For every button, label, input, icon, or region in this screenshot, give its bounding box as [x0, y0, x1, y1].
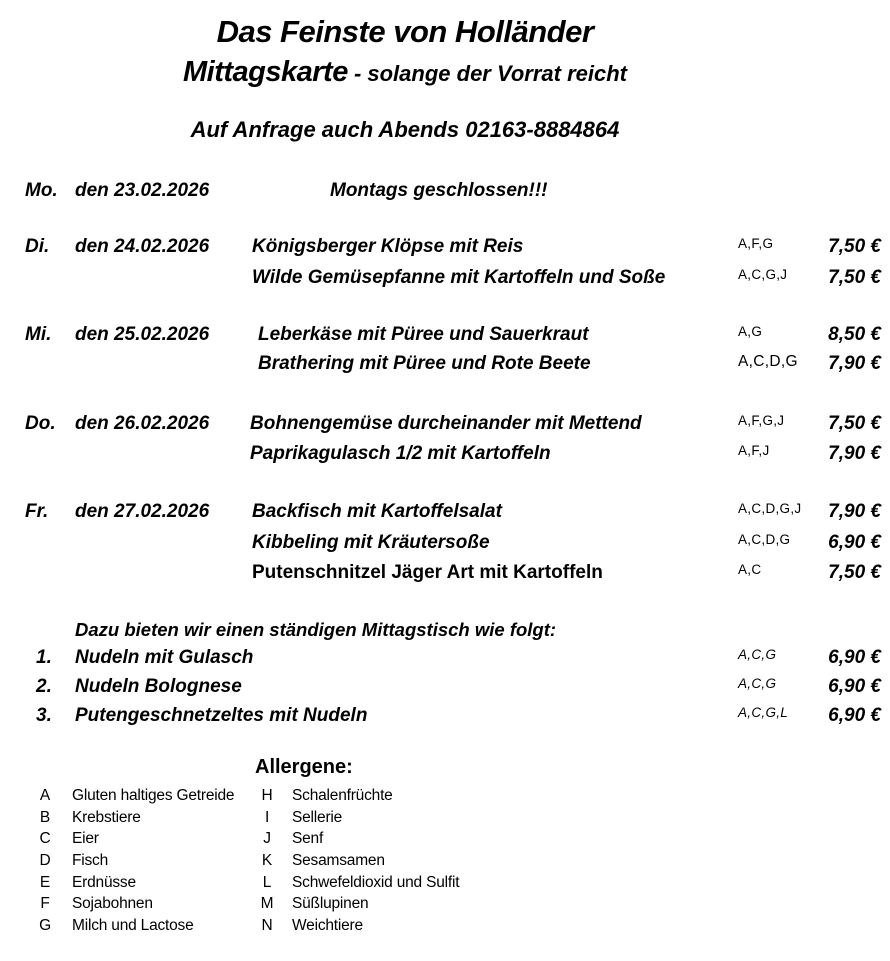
- allergen-name: Fisch: [72, 852, 109, 869]
- item-number: 1.: [36, 647, 52, 668]
- allergen-codes: A,C,G,L: [738, 705, 789, 720]
- allergen-name: Süßlupinen: [292, 895, 369, 912]
- price: 7,50 €: [828, 267, 881, 288]
- dish-name: Wilde Gemüsepfanne mit Kartoffeln und Soße: [252, 267, 666, 288]
- allergen-codes: A,F,J: [738, 443, 770, 458]
- price: 7,90 €: [828, 443, 881, 464]
- allergen-name: Schalenfrüchte: [292, 787, 393, 804]
- price: 7,90 €: [828, 353, 881, 374]
- allergen-name: Sesamsamen: [292, 852, 385, 869]
- dish-name: Putengeschnetzeltes mit Nudeln: [75, 705, 368, 726]
- dish-name: Brathering mit Püree und Rote Beete: [258, 353, 591, 374]
- allergen-name: Gluten haltiges Getreide: [72, 787, 235, 804]
- price: 6,90 €: [828, 532, 881, 553]
- allergen-name: Milch und Lactose: [72, 917, 194, 934]
- day-label: Mi.: [25, 324, 52, 345]
- allergen-name: Senf: [292, 830, 324, 847]
- price: 7,50 €: [828, 236, 881, 257]
- dish-name: Putenschnitzel Jäger Art mit Kartoffeln: [252, 562, 603, 583]
- menu-row-thursday-2: [0, 443, 890, 469]
- dish-name: Nudeln Bolognese: [75, 676, 242, 697]
- allergen-codes: A,F,G: [738, 236, 774, 251]
- allergen-name: Sellerie: [292, 809, 343, 826]
- day-label: Fr.: [25, 501, 49, 522]
- item-number: 3.: [36, 705, 52, 726]
- allergen-code: G: [39, 917, 51, 934]
- menu-row-tuesday-1: [0, 236, 890, 262]
- price: 6,90 €: [828, 705, 881, 726]
- allergen-code: E: [39, 874, 51, 891]
- day-label: Di.: [25, 236, 50, 257]
- allergen-code: I: [264, 809, 270, 826]
- allergen-codes: A,C,G: [738, 647, 777, 662]
- date-label: den 23.02.2026: [75, 180, 210, 201]
- allergen-name: Erdnüsse: [72, 874, 136, 891]
- allergen-code: N: [261, 917, 273, 934]
- price: 7,90 €: [828, 501, 881, 522]
- allergen-code: J: [263, 830, 271, 847]
- allergen-codes: A,G: [738, 324, 763, 339]
- allergen-code: H: [261, 787, 273, 804]
- standing-menu-intro: Dazu bieten wir einen ständigen Mittagstisch wie folgt:: [75, 619, 557, 640]
- allergen-legend-heading: Allergene:: [255, 756, 353, 778]
- allergen-codes: A,C: [738, 562, 762, 577]
- price: 7,50 €: [828, 562, 881, 583]
- menu-row-monday: [0, 180, 890, 206]
- day-label: Mo.: [25, 180, 58, 201]
- date-label: den 26.02.2026: [75, 413, 210, 434]
- menu-subtitle: [0, 56, 810, 89]
- standing-item-1: [0, 647, 890, 673]
- dish-name: Königsberger Klöpse mit Reis: [252, 236, 524, 257]
- date-label: den 25.02.2026: [75, 324, 210, 345]
- price: 8,50 €: [828, 324, 881, 345]
- menu-row-wednesday-2: [0, 353, 890, 379]
- allergen-code: M: [260, 895, 274, 912]
- menu-row-friday-1: [0, 501, 890, 527]
- allergen-name: Schwefeldioxid und Sulfit: [292, 874, 460, 891]
- allergen-code: A: [39, 787, 51, 804]
- allergen-codes: A,C,D,G: [738, 353, 798, 370]
- phone-line: Auf Anfrage auch Abends 02163-8884864: [190, 117, 620, 142]
- allergen-code: L: [262, 874, 272, 891]
- price: 7,50 €: [828, 413, 881, 434]
- date-label: den 24.02.2026: [75, 236, 210, 257]
- subtitle-note: - solange der Vorrat reicht: [347, 61, 627, 86]
- menu-row-friday-3: [0, 562, 890, 588]
- menu-row-friday-2: [0, 532, 890, 558]
- allergen-code: B: [39, 809, 51, 826]
- allergen-codes: A,C,D,G,J: [738, 501, 802, 516]
- menu-row-thursday-1: [0, 413, 890, 439]
- standing-item-3: [0, 705, 890, 731]
- allergen-codes: A,C,G,J: [738, 267, 788, 282]
- dish-name: Nudeln mit Gulasch: [75, 647, 254, 668]
- allergen-codes: A,C,G: [738, 676, 777, 691]
- dish-name: Kibbeling mit Kräutersoße: [252, 532, 490, 553]
- menu-row-tuesday-2: [0, 267, 890, 293]
- standing-menu-intro-row: [0, 619, 890, 645]
- dish-name: Bohnengemüse durcheinander mit Mettend: [250, 413, 642, 434]
- allergen-codes: A,C,D,G: [738, 532, 791, 547]
- menu-row-wednesday-1: [0, 324, 890, 350]
- allergen-code: D: [39, 852, 51, 869]
- dish-name: Leberkäse mit Püree und Sauerkraut: [258, 324, 589, 345]
- subtitle-main: Mittagskarte: [183, 56, 348, 88]
- item-number: 2.: [36, 676, 52, 697]
- allergen-code: F: [40, 895, 50, 912]
- date-label: den 27.02.2026: [75, 501, 210, 522]
- allergen-name: Sojabohnen: [72, 895, 153, 912]
- standing-item-2: [0, 676, 890, 702]
- day-label: Do.: [25, 413, 56, 434]
- allergen-name: Weichtiere: [292, 917, 363, 934]
- allergen-code: K: [261, 852, 273, 869]
- allergen-name: Krebstiere: [72, 809, 141, 826]
- allergen-codes: A,F,G,J: [738, 413, 785, 428]
- allergen-name: Eier: [72, 830, 99, 847]
- allergen-code: C: [39, 830, 51, 847]
- dish-name: Paprikagulasch 1/2 mit Kartoffeln: [250, 443, 551, 464]
- price: 6,90 €: [828, 647, 881, 668]
- price: 6,90 €: [828, 676, 881, 697]
- dish-name: Backfisch mit Kartoffelsalat: [252, 501, 502, 522]
- closed-note: Montags geschlossen!!!: [330, 180, 548, 201]
- page-title: Das Feinste von Holländer: [216, 14, 594, 49]
